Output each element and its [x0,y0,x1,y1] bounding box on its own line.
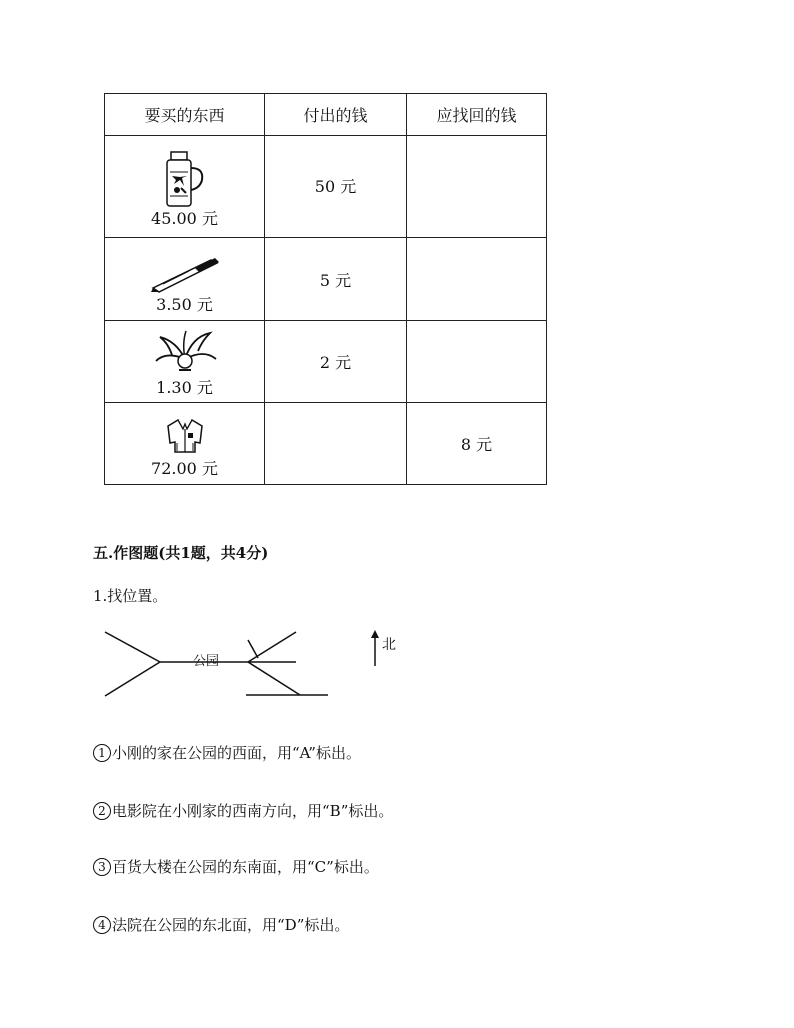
item-number: 4 [93,916,111,934]
item-price: 1.30 元 [156,378,213,397]
item-text: 电影院在小刚家的西南方向，用“B”标出。 [112,802,394,820]
shirt-icon [165,417,205,455]
paid-cell: 2 元 [265,321,407,403]
park-label: 公园 [193,654,220,669]
item-number: 3 [93,858,111,876]
item-cell [105,238,265,321]
table-row [105,403,547,485]
shuttlecock-icon [152,327,218,375]
shopping-table [104,93,547,485]
paid-cell [265,403,407,485]
item-number: 2 [93,802,111,820]
change-cell [407,321,547,403]
change-cell [407,136,547,238]
header-item: 要买的东西 [105,94,265,136]
section-title: 五.作图题(共1题，共4分) [93,544,269,562]
park-map [100,628,410,702]
table-row [105,321,547,403]
item-cell [105,403,265,485]
item-price: 3.50 元 [156,295,213,314]
north-label: 北 [382,637,396,653]
header-change: 应找回的钱 [407,94,547,136]
item-text: 百货大楼在公园的东南面，用“C”标出。 [112,858,379,876]
list-item [93,800,393,821]
pen-icon [149,254,221,294]
item-text: 小刚的家在公园的西面，用“A”标出。 [112,744,361,762]
table-row [105,136,547,238]
item-text: 法院在公园的东北面，用“D”标出。 [112,916,350,934]
change-cell: 8 元 [407,403,547,485]
paid-cell: 50 元 [265,136,407,238]
question-text: 1.找位置。 [93,587,168,605]
thermos-icon [162,150,208,210]
header-paid: 付出的钱 [265,94,407,136]
item-price: 72.00 元 [151,459,218,478]
item-cell [105,321,265,403]
list-item [93,856,379,877]
item-cell [105,136,265,238]
list-item [93,914,349,935]
list-item [93,742,361,763]
table-row [105,238,547,321]
item-number: 1 [93,744,111,762]
paid-cell: 5 元 [265,238,407,321]
change-cell [407,238,547,321]
item-price: 45.00 元 [151,209,218,228]
